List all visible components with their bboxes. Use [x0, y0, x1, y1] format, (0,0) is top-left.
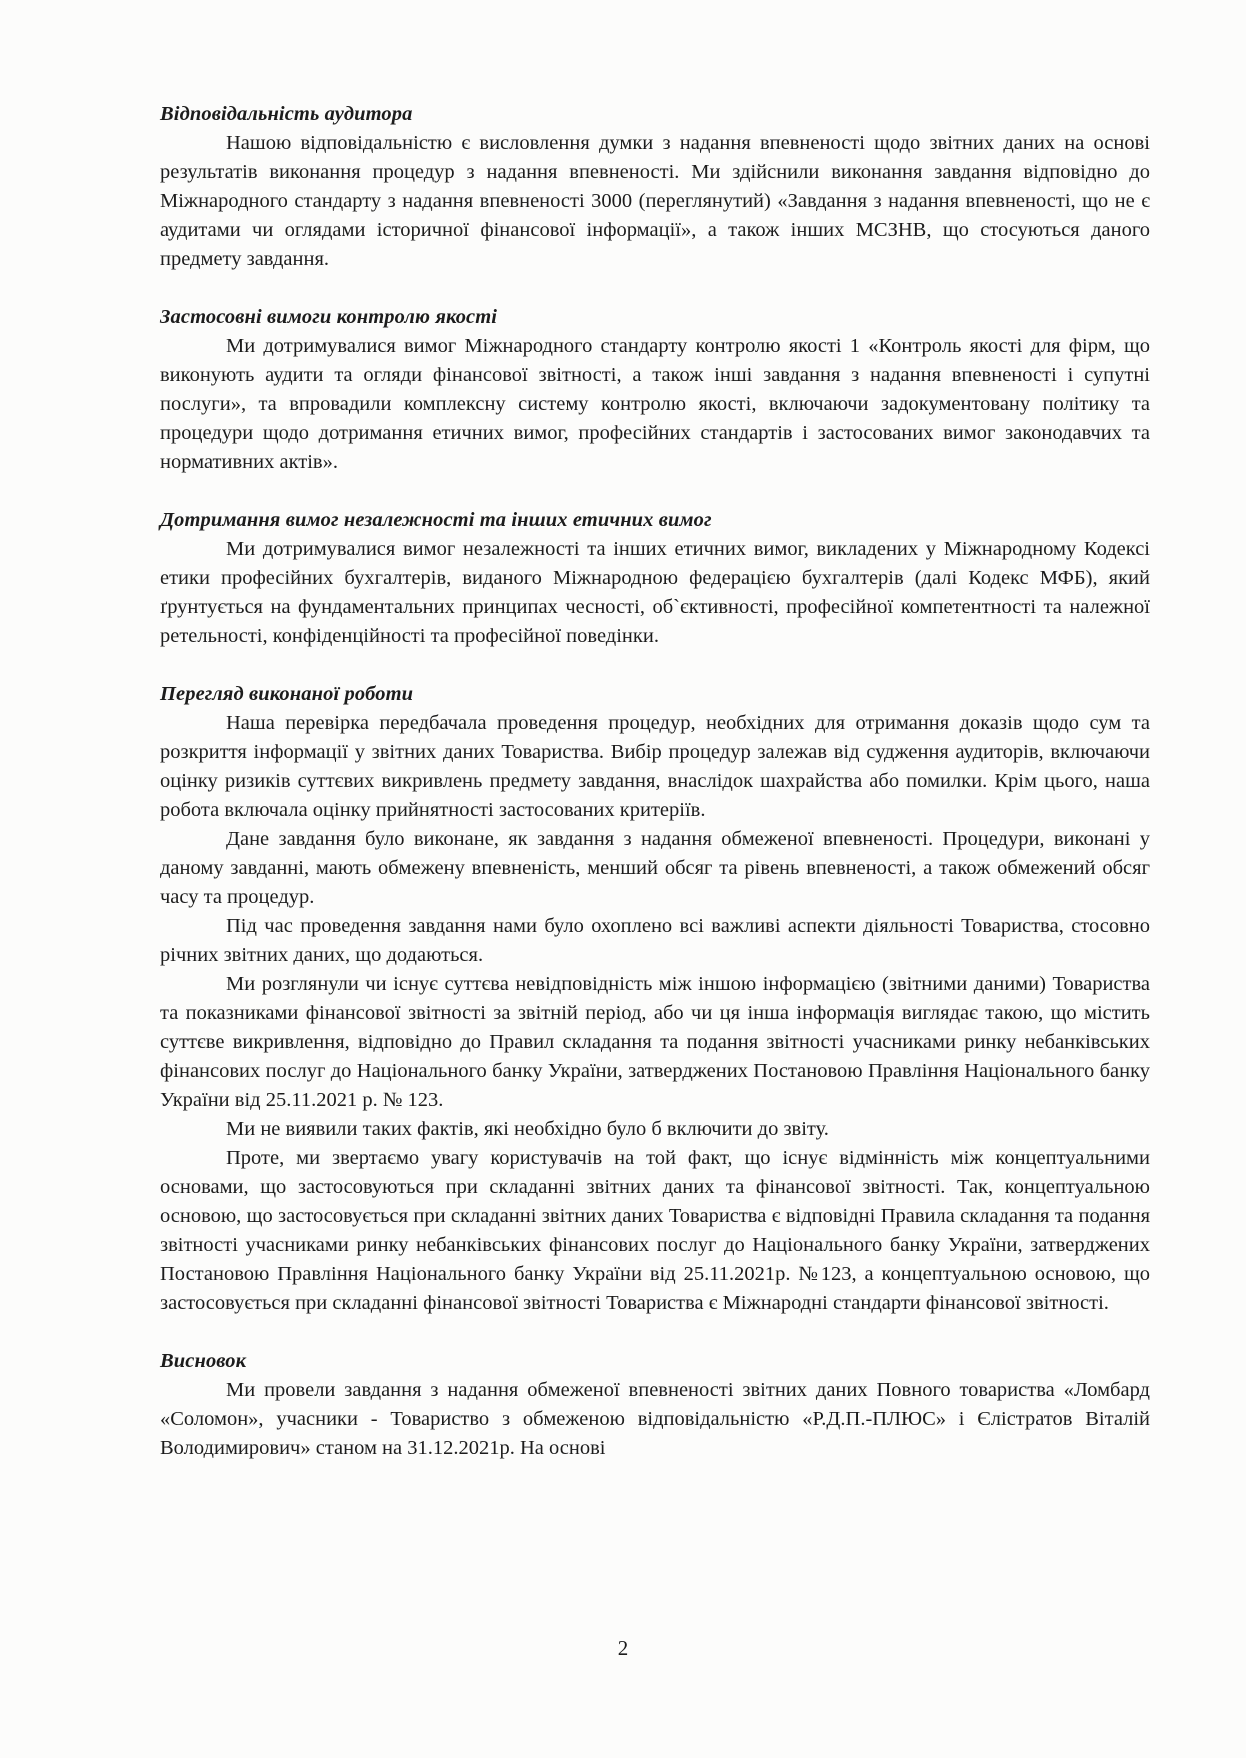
- paragraph: Ми дотримувалися вимог Міжнародного стандарту контролю якості 1 «Контроль якості для фірм, що виконують аудити та огляди фінансової звітності, а також інші завдання з надання впевненості і супутні послуги», та впровадили комплексну систему контролю якості, включаючи задокументовану політику та процедури щодо дотримання етичних вимог, професійних стандартів і застосованих вимог законодавчих та нормативних актів».: [160, 335, 1150, 473]
- section-auditor-responsibility: [160, 100, 1150, 274]
- paragraph: Наша перевірка передбачала проведення процедур, необхідних для отримання доказів щодо сум та розкриття інформації у звітних даних Товариства. Вибір процедур залежав від судження аудиторів, включаючи оцінку ризиків суттєвих викривлень предмету завдання, внаслідок шахрайства або помилки. Крім цього, наша робота включала оцінку прийнятності застосованих критеріїв.: [160, 712, 1150, 821]
- section-heading: Дотримання вимог незалежності та інших етичних вимог: [160, 509, 712, 531]
- section-conclusion: [160, 1347, 1150, 1463]
- section-independence-ethics: [160, 506, 1150, 651]
- paragraph: Ми провели завдання з надання обмеженої впевненості звітних даних Повного товариства «Ломбард «Соломон», учасники - Товариство з обмеженою відповідальністю «Р.Д.П.-ПЛЮС» і Єлістратов Віталій Володимирович» станом на 31.12.2021р. На основі: [160, 1379, 1150, 1459]
- section-work-review: [160, 680, 1150, 1318]
- section-quality-control: [160, 303, 1150, 477]
- paragraph: Ми дотримувалися вимог незалежності та інших етичних вимог, викладених у Міжнародному Кодексі етики професійних бухгалтерів, виданого Міжнародною федерацією бухгалтерів (далі Кодекс МФБ), який ґрунтується на фундаментальних принципах чесності, об`єктивності, професійної компетентності та належної ретельності, конфіденційності та професійної поведінки.: [160, 538, 1150, 647]
- section-heading: Застосовні вимоги контролю якості: [160, 306, 498, 328]
- paragraph: Ми розглянули чи існує суттєва невідповідність між іншою інформацією (звітними даними) Товариства та показниками фінансової звітності за звітній період, або чи ця інша інформація виглядає такою, що містить суттєве викривлення, відповідно до Правил складання та подання звітності учасниками ринку небанківських фінансових послуг до Національного банку України, затверджених Постановою Правління Національного банку України від 25.11.2021 р. № 123.: [160, 973, 1150, 1111]
- section-heading: Відповідальність аудитора: [160, 103, 413, 125]
- document-body: [160, 100, 1150, 1492]
- paragraph: Дане завдання було виконане, як завдання з надання обмеженої впевненості. Процедури, виконані у даному завданні, мають обмежену впевненість, менший обсяг та рівень впевненості, а також обмежений обсяг часу та процедур.: [160, 828, 1150, 908]
- section-heading: Перегляд виконаної роботи: [160, 683, 414, 705]
- page-number: 2: [617, 1636, 629, 1660]
- paragraph: Проте, ми звертаємо увагу користувачів на той факт, що існує відмінність між концептуальними основами, що застосовуються при складанні звітних даних та фінансової звітності. Так, концептуальною основою, що застосовується при складанні звітних даних Товариства є відповідні Правила складання та подання звітності учасниками ринку небанківських фінансових послуг до Національного банку України, затверджених Постановою Правління Національного банку України від 25.11.2021р. №123, а концептуальною основою, що застосовується при складанні фінансової звітності Товариства є Міжнародні стандарти фінансової звітності.: [160, 1147, 1150, 1314]
- section-heading: Висновок: [160, 1350, 247, 1372]
- paragraph: Під час проведення завдання нами було охоплено всі важливі аспекти діяльності Товариства, стосовно річних звітних даних, що додаються.: [160, 915, 1150, 966]
- paragraph: Нашою відповідальністю є висловлення думки з надання впевненості щодо звітних даних на основі результатів виконання процедур з надання впевненості. Ми здійснили виконання завдання відповідно до Міжнародного стандарту з надання впевненості 3000 (переглянутий) «Завдання з надання впевненості, що не є аудитами чи оглядами історичної фінансової інформації», а також інших МСЗНВ, що стосуються даного предмету завдання.: [160, 132, 1150, 270]
- paragraph: Ми не виявили таких фактів, які необхідно було б включити до звіту.: [226, 1118, 829, 1140]
